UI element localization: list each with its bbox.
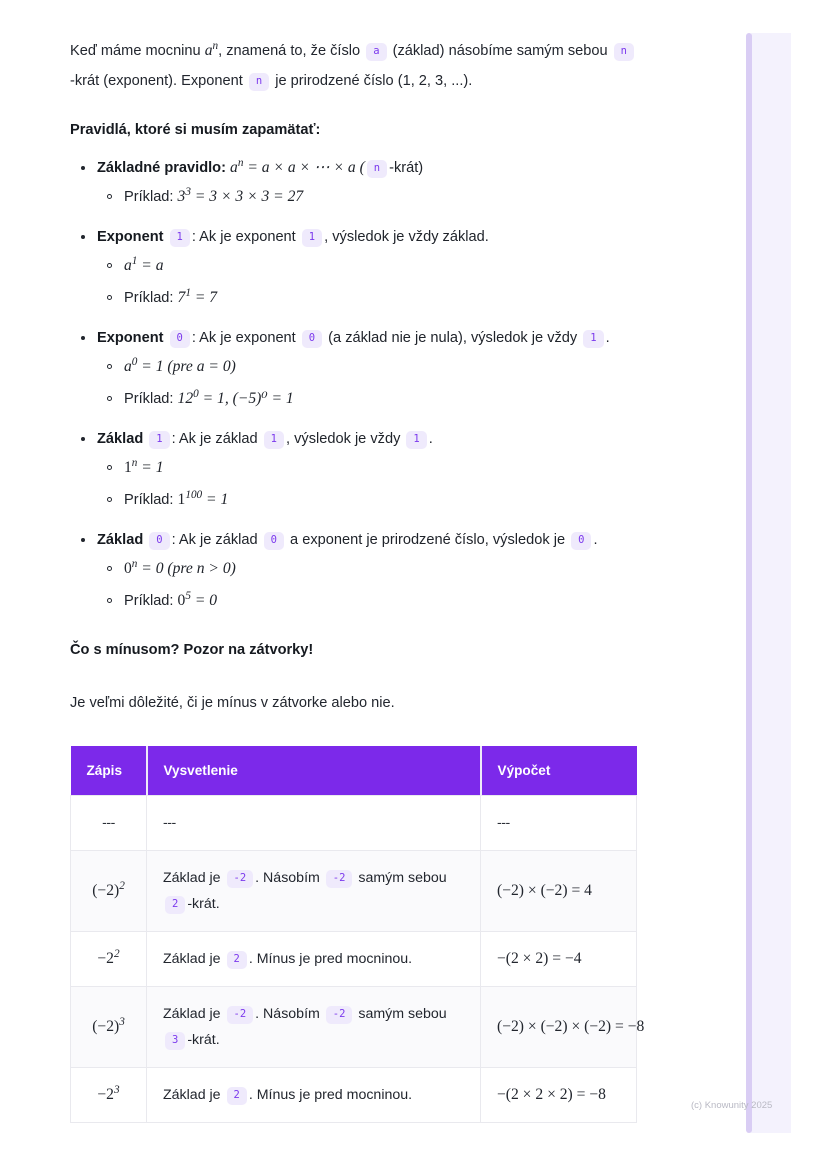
chip-desc-2: 0 xyxy=(571,532,591,550)
chip-base: 2 xyxy=(227,1087,247,1105)
example-math: $1^{100} = 1$ xyxy=(177,489,229,508)
cell-vypocet xyxy=(481,1068,637,1123)
rule-title: Základ xyxy=(97,431,144,447)
rule-examples xyxy=(97,556,636,614)
example-math: $0^n = 0$ (pre n > 0) xyxy=(124,558,236,577)
rule-title: Základ xyxy=(97,532,144,548)
intro-text-b: , znamená to, že číslo xyxy=(218,43,365,59)
rule-desc-b: a exponent je prirodzené číslo, výsledok je xyxy=(286,532,570,548)
chip-a: a xyxy=(366,43,386,61)
rule-desc-b: (a základ nie je nula), výsledok je vždy xyxy=(324,330,582,346)
document-page xyxy=(70,0,645,1123)
minus-paragraph: Je veľmi dôležité, či je mínus v zátvorke alebo nie. xyxy=(70,695,395,711)
cell-vypocet: --- xyxy=(481,796,637,851)
scrollbar-track[interactable] xyxy=(751,33,791,1133)
table-row xyxy=(71,1068,637,1123)
example-math: $a^1 = a$ xyxy=(124,255,164,274)
chip-title: 0 xyxy=(170,330,190,348)
table-row xyxy=(71,987,637,1068)
chip-desc-2: 1 xyxy=(406,431,426,449)
rule-tail: -krát) xyxy=(389,160,424,176)
cell-vysvetlenie: Základ je 2 . Mínus je pred mocninou. xyxy=(147,932,481,987)
example-math: $0^5 = 0$ xyxy=(177,590,218,609)
cell-zapis xyxy=(71,932,147,987)
intro-text-a: Keď máme mocninu xyxy=(70,43,205,59)
rule-item-exponent-1 xyxy=(70,224,636,311)
cell-vysvetlenie: --- xyxy=(147,796,481,851)
example-item xyxy=(97,386,636,412)
vypocet-math: (−2) × (−2) = 4 xyxy=(497,882,592,899)
chip-title: 1 xyxy=(170,229,190,247)
example-item xyxy=(97,487,636,513)
example-item xyxy=(97,455,636,481)
example-math: $a^0 = 1$ (pre a = 0) xyxy=(124,356,236,375)
example-label: Príklad: xyxy=(124,492,178,508)
rule-desc-c: . xyxy=(605,330,610,346)
intro-text-c: (základ) násobíme samým sebou xyxy=(388,43,612,59)
rule-title: Základné pravidlo: xyxy=(97,160,226,176)
rule-item-exponent-0 xyxy=(70,325,636,412)
intro-text-e: je prirodzené číslo (1, 2, 3, ...). xyxy=(271,73,473,89)
rule-desc-c: . xyxy=(428,431,433,447)
zapis-math: $-2^3$ xyxy=(97,1084,120,1103)
example-label: Príklad: xyxy=(124,290,178,306)
intro-inline-math: $a^n$ xyxy=(204,40,219,59)
table-row xyxy=(71,851,637,932)
minus-table-wrapper xyxy=(70,746,645,1123)
chip-base-2: -2 xyxy=(326,870,353,888)
chip-desc-2: 1 xyxy=(583,330,603,348)
rule-item-basic xyxy=(70,155,636,210)
example-item xyxy=(97,556,636,582)
example-label: Príklad: xyxy=(124,189,178,205)
rule-line xyxy=(97,330,610,346)
example-math: $1^n = 1$ xyxy=(124,457,164,476)
vypocet-math: −(2 × 2) = −4 xyxy=(497,950,582,967)
zapis-math: $(-2)^2$ xyxy=(92,880,125,899)
chip-desc: 1 xyxy=(302,229,322,247)
zapis-math: $-2^2$ xyxy=(97,948,120,967)
chip-base: -2 xyxy=(227,870,254,888)
rule-line xyxy=(97,157,424,176)
rule-examples xyxy=(97,184,636,210)
cell-zapis xyxy=(71,987,147,1068)
chip-title: 1 xyxy=(149,431,169,449)
rule-examples xyxy=(97,455,636,513)
vypocet-math: (−2) × (−2) × (−2) = −8 xyxy=(497,1018,645,1035)
table-row xyxy=(71,932,637,987)
example-item xyxy=(97,285,636,311)
table-head xyxy=(71,746,637,796)
rule-title: Exponent xyxy=(97,229,164,245)
example-label: Príklad: xyxy=(124,593,178,609)
rule-desc-a: : Ak je exponent xyxy=(191,330,300,346)
cell-zapis xyxy=(71,1068,147,1123)
table-header-row xyxy=(71,746,637,796)
minus-heading: Čo s mínusom? Pozor na zátvorky! xyxy=(70,642,314,658)
rule-desc-b: , výsledok je vždy základ. xyxy=(324,229,489,245)
example-item xyxy=(97,588,636,614)
cell-zapis xyxy=(71,851,147,932)
column-header-vypocet: Výpočet xyxy=(481,746,637,796)
chip-n: n xyxy=(367,160,387,178)
chip-desc: 0 xyxy=(264,532,284,550)
rule-formula: $a^n = a \times a$ × ⋯ × a ( xyxy=(230,157,365,176)
chip-base-2: -2 xyxy=(326,1006,353,1024)
scrollbar-thumb[interactable] xyxy=(746,33,752,1133)
intro-text-d: -krát (exponent). Exponent xyxy=(70,73,247,89)
chip-base: -2 xyxy=(227,1006,254,1024)
rule-desc-b: , výsledok je vždy xyxy=(286,431,405,447)
column-header-zapis: Zápis xyxy=(71,746,147,796)
example-item xyxy=(97,354,636,380)
cell-vypocet xyxy=(481,932,637,987)
rules-heading: Pravidlá, ktoré si musím zapamätať: xyxy=(70,122,321,138)
chip-desc: 0 xyxy=(302,330,322,348)
minus-table xyxy=(70,746,645,1123)
rule-title: Exponent xyxy=(97,330,164,346)
example-math: $7^1 = 7$ xyxy=(177,287,218,306)
rule-desc-c: . xyxy=(593,532,598,548)
example-item xyxy=(97,253,636,279)
rule-item-base-1 xyxy=(70,426,636,513)
rules-list xyxy=(70,155,636,614)
cell-vypocet xyxy=(481,987,645,1068)
intro-paragraph xyxy=(70,0,636,96)
footer-copyright: (c) Knowunity 2025 xyxy=(691,1100,773,1111)
rule-line xyxy=(97,431,433,447)
chip-title: 0 xyxy=(149,532,169,550)
cell-vysvetlenie: Základ je -2 . Násobím -2 samým sebou 2 -krát. xyxy=(147,851,481,932)
cell-vypocet xyxy=(481,851,637,932)
rule-desc-a: : Ak je základ xyxy=(171,431,262,447)
rule-examples xyxy=(97,253,636,311)
rule-item-base-0 xyxy=(70,527,636,614)
rule-line xyxy=(97,532,598,548)
rule-desc-a: : Ak je základ xyxy=(171,532,262,548)
rule-examples xyxy=(97,354,636,412)
column-header-vysvetlenie: Vysvetlenie xyxy=(147,746,481,796)
cell-vysvetlenie: Základ je 2 . Mínus je pred mocninou. xyxy=(147,1068,481,1123)
chip-n-2: n xyxy=(249,73,269,91)
chip-count: 3 xyxy=(165,1032,185,1050)
chip-n-1: n xyxy=(614,43,634,61)
table-row xyxy=(71,796,637,851)
chip-base: 2 xyxy=(227,951,247,969)
example-math: $3^3 = 3 \times 3 \times 3 = 27$ xyxy=(177,186,304,205)
example-label: Príklad: xyxy=(124,391,178,407)
rule-desc-a: : Ak je exponent xyxy=(191,229,300,245)
rule-line xyxy=(97,229,489,245)
zapis-math: $(-2)^3$ xyxy=(92,1016,125,1035)
vypocet-math: −(2 × 2 × 2) = −8 xyxy=(497,1086,606,1103)
chip-count: 2 xyxy=(165,896,185,914)
chip-desc: 1 xyxy=(264,431,284,449)
example-item xyxy=(97,184,636,210)
cell-vysvetlenie: Základ je -2 . Násobím -2 samým sebou 3 -krát. xyxy=(147,987,481,1068)
table-body xyxy=(71,796,645,1123)
example-math: $12^0 = 1$, (−5)⁰ = 1 xyxy=(177,388,294,407)
cell-zapis: --- xyxy=(71,796,147,851)
